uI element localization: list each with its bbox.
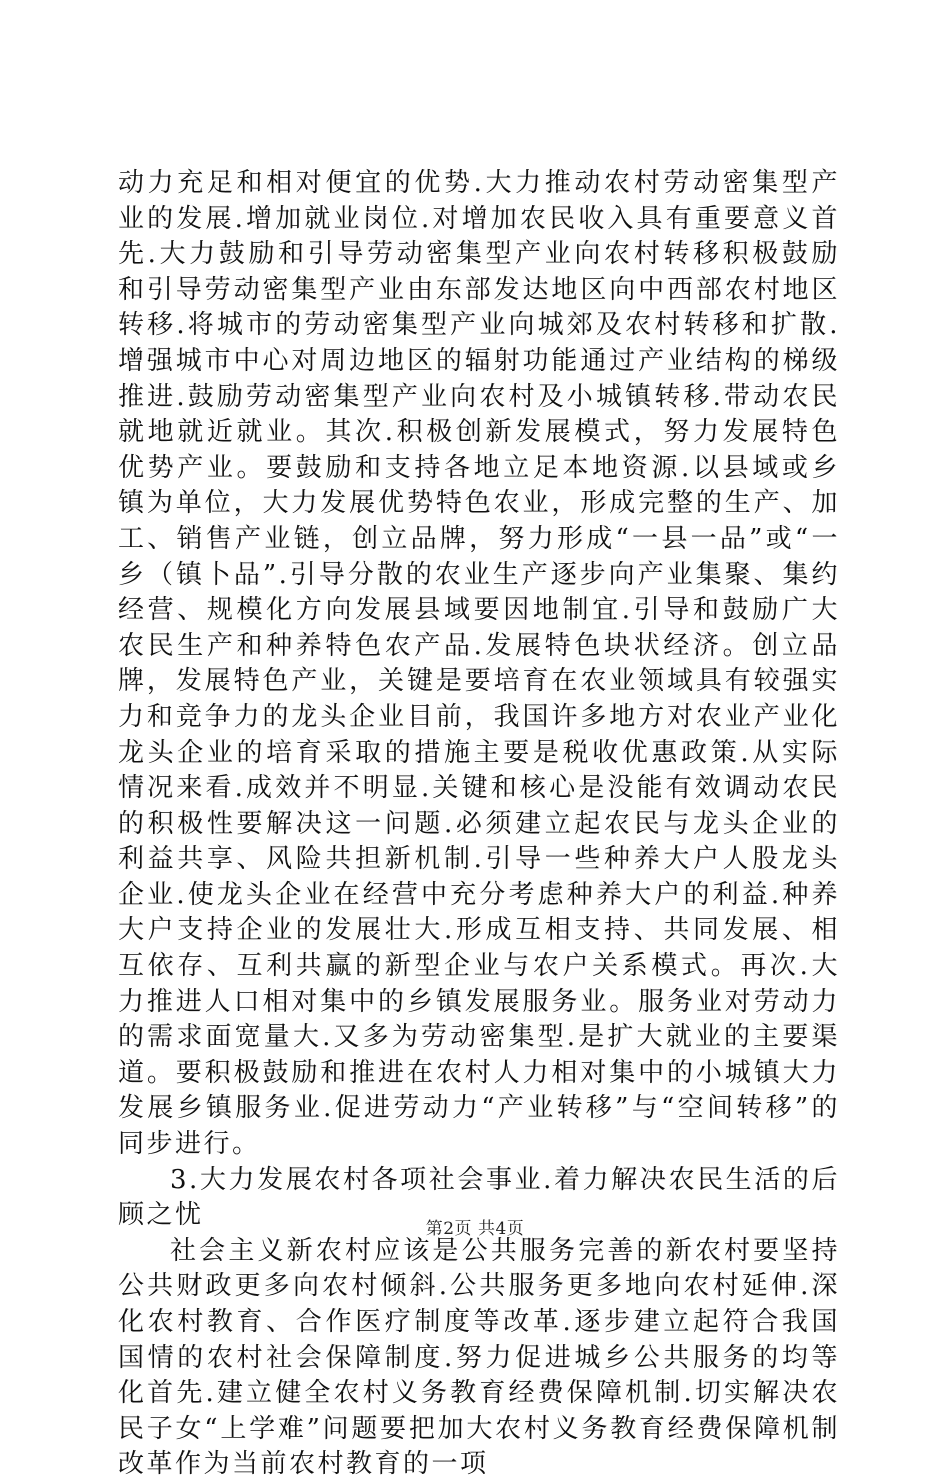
page-number-footer: 第2页 共4页	[425, 1219, 525, 1239]
body-paragraph: 社会主义新农村应该是公共服务完善的新农村要坚持公共财政更多向农村倾斜.公共服务更多地向农村延伸.深化农村教育、合作医疗制度等改革.逐步建立起符合我国国情的农村社会保障制度.努力促进城乡公共服务的均等化首先.建立健全农村义务教育经费保障机制.切实解决农民子女“上学难”问题要把加大农村义务教育经费保障机制改革作为当前农村教育的一项	[118, 1235, 840, 1480]
document-body	[118, 166, 840, 1483]
section-heading: 3.大力发展农村各项社会事业.着力解决农民生活的后顾之忧	[118, 1164, 840, 1231]
body-paragraph-continued: 动力充足和相对便宜的优势.大力推动农村劳动密集型产业的发展.增加就业岗位.对增加农民收入具有重要意义首先.大力鼓励和引导劳动密集型产业向农村转移积极鼓励和引导劳动密集型产业由东部发达地区向中西部农村地区转移.将城市的劳动密集型产业向城郊及农村转移和扩散.增强城市中心对周边地区的辐射功能通过产业结构的梯级推进.鼓励劳动密集型产业向农村及小城镇转移.带动农民就地就近就业。其次.积极创新发展模式，努力发展特色优势产业。要鼓励和支持各地立足本地资源.以县域或乡镇为单位，大力发展优势特色农业，形成完整的生产、加工、销售产业链，创立品牌，努力形成“一县一品”或“一乡（镇卜品”.引导分散的农业生产逐步向产业集聚、集约经营、规模化方向发展县域要因地制宜.引导和鼓励广大农民生产和种养特色农产品.发展特色块状经济。创立品牌，发展特色产业，关键是要培育在农业领域具有较强实力和竞争力的龙头企业目前，我国许多地方对农业产业化龙头企业的培育采取的措施主要是税收优惠政策.从实际情况来看.成效并不明显.关键和核心是没能有效调动农民的积极性要解决这一问题.必须建立起农民与龙头企业的利益共享、风险共担新机制.引导一些种养大户人股龙头企业.使龙头企业在经营中充分考虑种养大户的利益.种养大户支持企业的发展壮大.形成互相支持、共同发展、相互依存、互利共赢的新型企业与农户关系模式。再次.大力推进人口相对集中的乡镇发展服务业。服务业对劳动力的需求面宽量大.又多为劳动密集型.是扩大就业的主要渠道。要积极鼓励和推进在农村人力相对集中的小城镇大力发展乡镇服务业.促进劳动力“产业转移”与“空间转移”的同步进行。	[118, 168, 840, 1160]
